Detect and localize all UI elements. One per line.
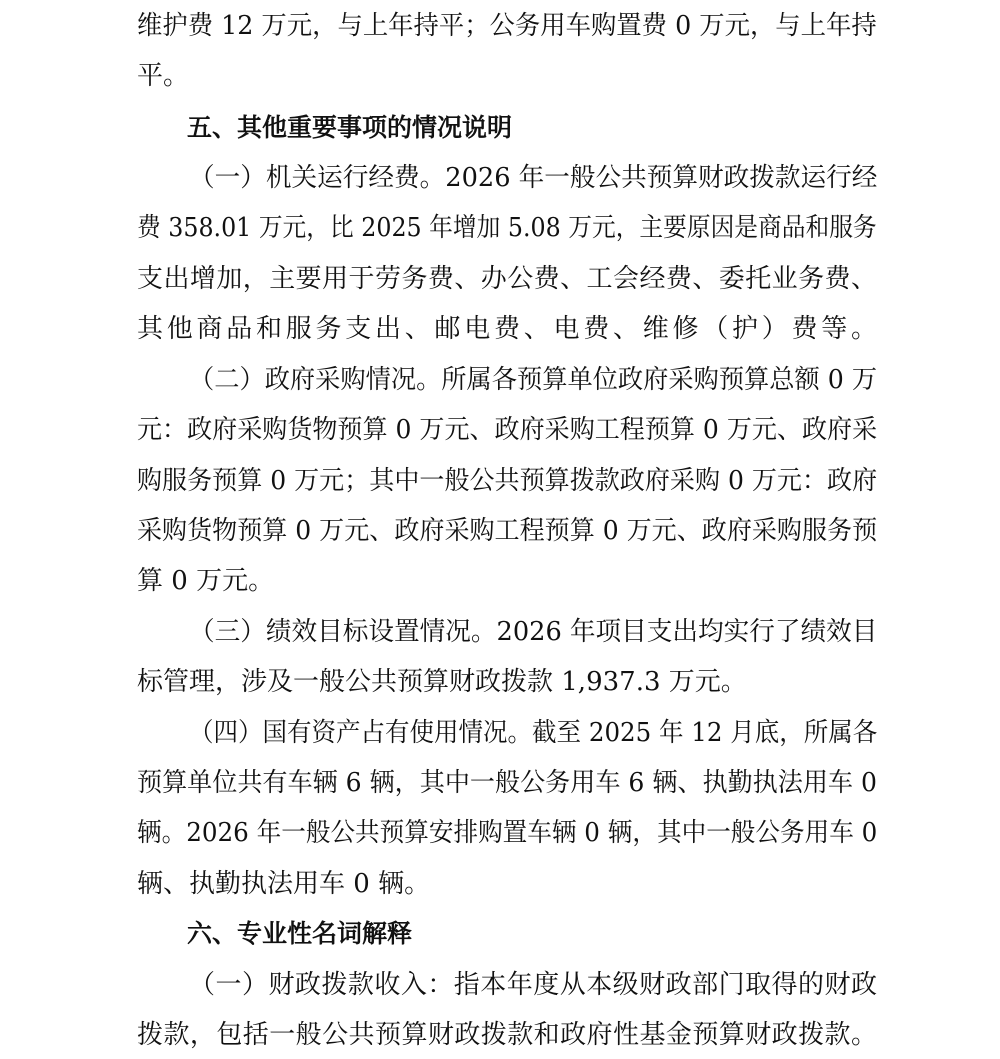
paragraph-line: 拨款，包括一般公共预算财政拨款和政府性基金预算财政拨款。 [137, 1020, 878, 1050]
paragraph-line: 购服务预算 0 万元；其中一般公共预算拨款政府采购 0 万元：政府 [137, 466, 878, 496]
section-heading: 五、其他重要事项的情况说明 [187, 113, 513, 142]
paragraph-line: 采购货物预算 0 万元、政府采购工程预算 0 万元、政府采购服务预 [137, 516, 878, 546]
paragraph-line: 维护费 12 万元，与上年持平；公务用车购置费 0 万元，与上年持 [137, 11, 877, 41]
paragraph-line: 费 358.01 万元，比 2025 年增加 5.08 万元，主要原因是商品和服务 [137, 213, 877, 243]
paragraph-line: 其他商品和服务支出、邮电费、电费、维修（护）费等。 [137, 314, 881, 344]
paragraph-line: 平。 [137, 61, 190, 91]
paragraph-line: 预算单位共有车辆 6 辆，其中一般公务用车 6 辆、执勤执法用车 0 [137, 768, 877, 798]
paragraph-line: 辆、执勤执法用车 0 辆。 [137, 869, 431, 899]
paragraph-line: 元：政府采购货物预算 0 万元、政府采购工程预算 0 万元、政府采 [137, 415, 878, 445]
paragraph-line: 标管理，涉及一般公共预算财政拨款 1,937.3 万元。 [137, 667, 747, 697]
paragraph-line: （二）政府采购情况。所属各预算单位政府采购预算总额 0 万 [189, 365, 878, 395]
paragraph-line: （三）绩效目标设置情况。2026 年项目支出均实行了绩效目 [189, 617, 878, 647]
section-heading: 六、专业性名词解释 [187, 919, 413, 948]
paragraph-line: （一）财政拨款收入：指本年度从本级财政部门取得的财政 [189, 970, 878, 1000]
paragraph-line: （四）国有资产占有使用情况。截至 2025 年 12 月底，所属各 [189, 718, 878, 748]
paragraph-line: 辆。2026 年一般公共预算安排购置车辆 0 辆，其中一般公务用车 0 [137, 818, 878, 848]
paragraph-line: 算 0 万元。 [137, 566, 275, 596]
paragraph-line: （一）机关运行经费。2026 年一般公共预算财政拨款运行经 [189, 163, 878, 193]
paragraph-line: 支出增加，主要用于劳务费、办公费、工会经费、委托业务费、 [137, 264, 878, 294]
